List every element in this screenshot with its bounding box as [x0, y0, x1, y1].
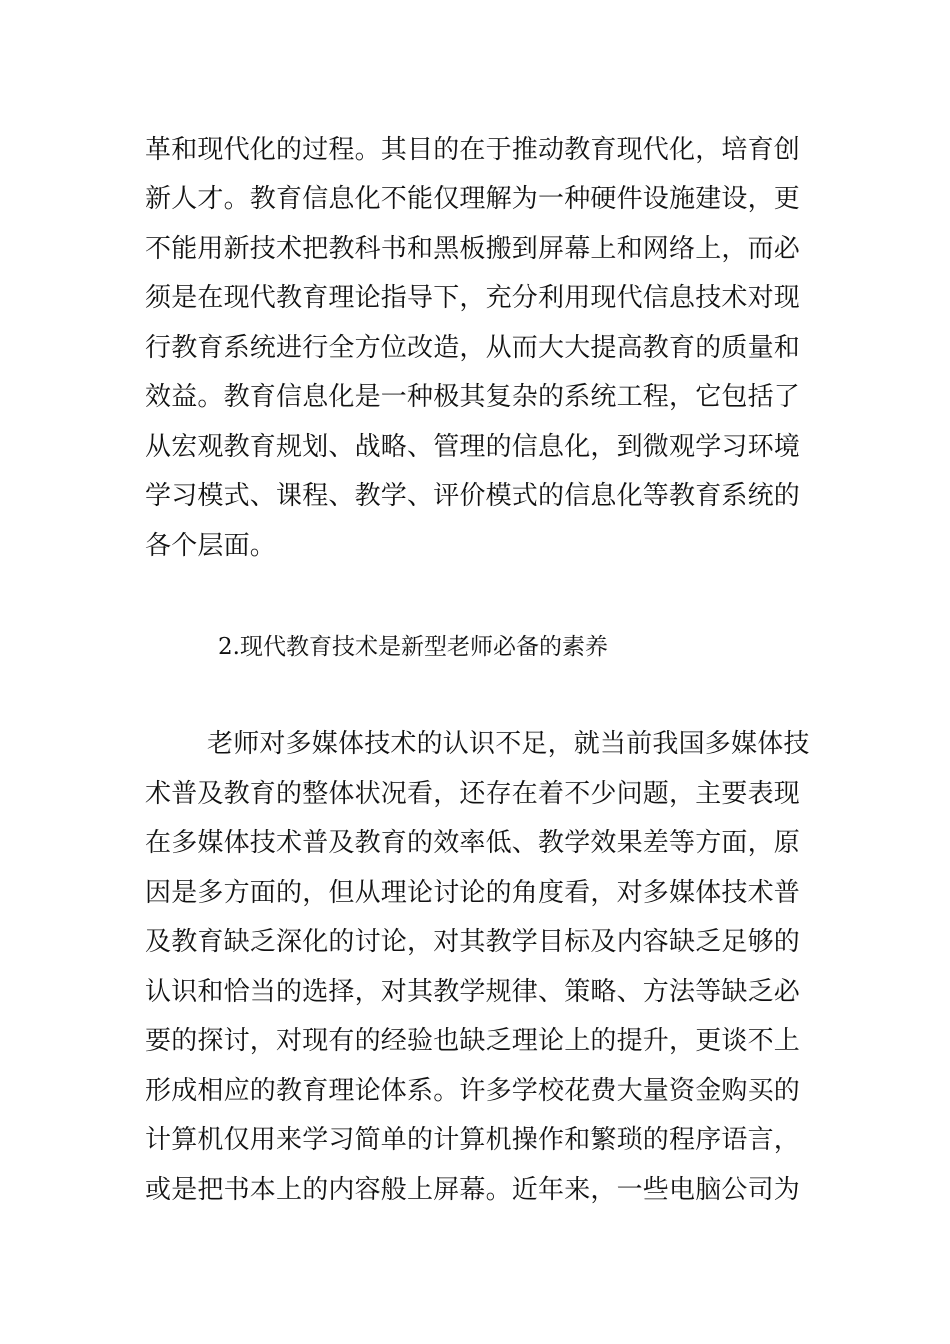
paragraph-line: 学习模式、课程、教学、评价模式的信息化等教育系统的 [145, 481, 801, 511]
paragraph-line: 新人才。教育信息化不能仅理解为一种硬件设施建设，更 [145, 184, 801, 214]
paragraph-line: 因是多方面的，但从理论讨论的角度看，对多媒体技术普 [145, 878, 801, 908]
paragraph-line: 要的探讨，对现有的经验也缺乏理论上的提升，更谈不上 [145, 1026, 801, 1056]
section-heading: 2.现代教育技术是新型老师必备的素养 [218, 634, 608, 660]
paragraph-line: 形成相应的教育理论体系。许多学校花费大量资金购买的 [145, 1076, 801, 1106]
paragraph-line: 效益。教育信息化是一种极其复杂的系统工程，它包括了 [145, 382, 801, 412]
paragraph-line: 老师对多媒体技术的认识不足，就当前我国多媒体技 [207, 729, 810, 759]
paragraph-line: 不能用新技术把教科书和黑板搬到屏幕上和网络上，而必 [145, 234, 801, 264]
paragraph-line: 在多媒体技术普及教育的效率低、教学效果差等方面，原 [145, 828, 801, 858]
paragraph-line: 计算机仅用来学习简单的计算机操作和繁琐的程序语言， [145, 1125, 801, 1155]
paragraph-line: 或是把书本上的内容般上屏幕。近年来，一些电脑公司为 [145, 1175, 801, 1205]
paragraph-line: 认识和恰当的选择，对其教学规律、策略、方法等缺乏必 [145, 977, 801, 1007]
paragraph-line: 从宏观教育规划、战略、管理的信息化，到微观学习环境 [145, 432, 801, 462]
paragraph-line: 各个层面。 [145, 531, 277, 561]
paragraph-line: 术普及教育的整体状况看，还存在着不少问题，主要表现 [145, 779, 801, 809]
paragraph-line: 及教育缺乏深化的讨论，对其教学目标及内容缺乏足够的 [145, 927, 801, 957]
paragraph-line: 革和现代化的过程。其目的在于推动教育现代化，培育创 [145, 135, 801, 165]
paragraph-line: 行教育系统进行全方位改造，从而大大提高教育的质量和 [145, 333, 801, 363]
paragraph-line: 须是在现代教育理论指导下，充分利用现代信息技术对现 [145, 283, 801, 313]
